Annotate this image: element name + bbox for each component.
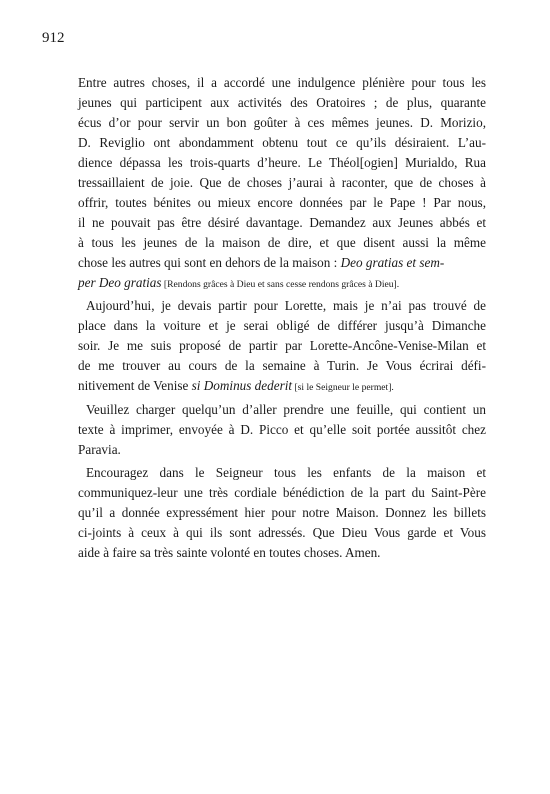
- text-line: [78, 378, 394, 396]
- text-line: jeunes qui participent aux activités des Oratoires ; de plus, quarante: [78, 95, 486, 110]
- translation-note: [si le Seigneur le permet].: [292, 382, 394, 393]
- text-line: tressaillaient de joie. Que de choses j’aurai à raconter, que de choses à: [78, 175, 486, 190]
- text-line: communiquez-leur une très cordiale bénédiction de la part du Saint-Père: [78, 485, 486, 500]
- text-segment: nitivement de Venise: [78, 378, 192, 393]
- text-line: Entre autres choses, il a accordé une indulgence plénière pour tous les: [78, 75, 486, 90]
- text-line: Aujourd’hui, je devais partir pour Lorette, mais je n’ai pas trouvé de: [86, 298, 486, 313]
- page-number: 912: [42, 30, 65, 46]
- text-line: il ne pouvait pas être désiré davantage. Demandez aux Jeunes abbés et: [78, 215, 486, 230]
- text-line: D. Reviglio ont abondamment obtenu tout ce qu’ils désiraient. L’au-: [78, 135, 486, 150]
- text-line: Paravia.: [78, 442, 121, 457]
- text-line: de me trouver au cours de la semaine à Turin. Je Vous écrirai défi-: [78, 358, 486, 373]
- text-line: ci-joints à ceux à qui ils sont adressés. Que Dieu Vous garde et Vous: [78, 525, 486, 540]
- text-line: écus d’or pour servir un bon goûter à ces mêmes jeunes. D. Morizio,: [78, 115, 486, 130]
- text-line: aide à faire sa très sainte volonté en toutes choses. Amen.: [78, 545, 381, 560]
- text-line: Veuillez charger quelqu’un d’aller prendre une feuille, qui contient un: [86, 402, 486, 417]
- latin-phrase: per Deo gratias: [78, 275, 162, 290]
- text-line: place dans la voiture et je serai obligé de différer jusqu’à Dimanche: [78, 318, 486, 333]
- latin-phrase: Deo gratias et sem-: [340, 255, 445, 270]
- text-line: texte à imprimer, envoyée à D. Picco et qu’elle soit portée aussitôt chez: [78, 422, 486, 437]
- text-line: à tous les jeunes de la maison de dire, et que disent aussi la même: [78, 235, 486, 250]
- text-line: dience dépassa les trois-quarts d’heure. Le Théol[ogien] Murialdo, Rua: [78, 155, 486, 170]
- text-line: [78, 275, 399, 293]
- latin-phrase: si Dominus dederit: [191, 378, 293, 393]
- text-line: soir. Je me suis proposé de partir par Lorette-Ancône-Venise-Milan et: [78, 338, 486, 353]
- text-line: Encouragez dans le Seigneur tous les enfants de la maison et: [86, 465, 486, 480]
- text-line: offrir, toutes bénites ou mieux encore données par le Pape ! Par nous,: [78, 195, 486, 210]
- text-line: qu’il a donnée expressément hier pour notre Maison. Donnez les billets: [78, 505, 486, 520]
- text-line: [78, 255, 486, 271]
- text-segment: chose les autres qui sont en dehors de la maison :: [78, 255, 341, 270]
- translation-note: [Rendons grâces à Dieu et sans cesse rendons grâces à Dieu].: [161, 279, 400, 290]
